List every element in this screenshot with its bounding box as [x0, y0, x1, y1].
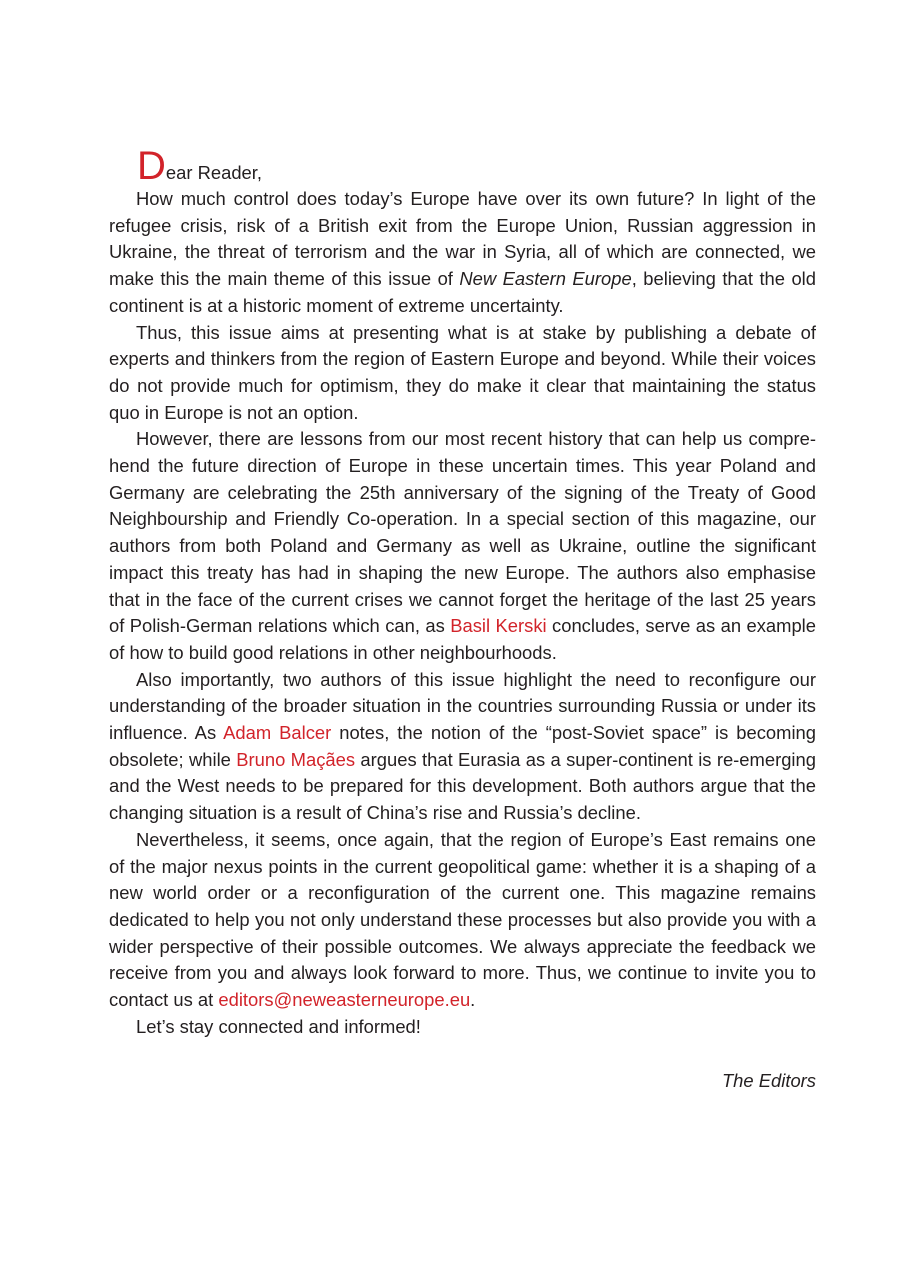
paragraph-3-text-end: concludes, serve as an example of how to build good relations in other neighbourhoods.: [109, 615, 816, 663]
paragraph-1-text: How much control does today’s Europe have over its own future? In light of the refugee crisis, risk of a British exit from the Europe Union, Russian aggression in Ukraine, the threat of terrorism and the war in Syria, all of which are connected, we make this the main theme of this issue of: [109, 188, 816, 290]
paragraph-4: [109, 667, 816, 827]
signature: The Editors: [721, 1069, 816, 1091]
paragraph-5: [109, 827, 816, 1014]
paragraph-2: Thus, this issue aims at presenting what is at stake by publishing a debate of experts and thinkers from the region of Eastern Europe and beyond. While their voices do not provide much for optimism, they do make it clear that maintaining the status quo in Europe is not an option.: [109, 321, 816, 423]
editorial-letter: [109, 146, 816, 1094]
paragraph-3-text: However, there are lessons from our most recent history that can help us comprehend the future direction of Europe in these uncertain times. This year Poland and Germany are celebrating the 25th anniversary of the signing of the Treaty of Good Neighbourship and Friendly Co-operation. In a special section of this magazine, our authors from both Poland and Germany as well as Ukraine, outline the significant impact this treaty has had in shaping the new Europe. The authors also emphasise that in the face of the current crises we cannot forget the heritage of the last 25 years of Polish-German relations which can, as: [109, 428, 816, 637]
greeting-text: ear Reader,: [165, 162, 262, 183]
magazine-title: New Eastern Europe: [459, 268, 632, 290]
paragraph-4-text: Also importantly, two authors of this issue highlight the need to reconfigure our understanding of the broader situation in the countries surrounding Russia or under its influence. As: [109, 668, 816, 744]
paragraph-1-text-end: , believing that the old continent is at a historic moment of extreme uncertainty.: [109, 268, 816, 316]
drop-cap: D: [137, 144, 166, 188]
paragraph-4-text-middle: notes, the notion of the “post-Soviet space” is becoming obsolete; while: [109, 722, 816, 770]
paragraph-5-text-end: .: [470, 989, 476, 1011]
paragraph-3: [109, 426, 816, 666]
closing-line: Let’s stay connected and informed!: [136, 1015, 421, 1037]
paragraph-1: [109, 186, 816, 320]
paragraph-5-text: Nevertheless, it seems, once again, that the region of Europe’s East remains one of the major nexus points in the current geopolitical game: whether it is a shaping of a new world order or a reconfiguration of the current one. This magazine remains dedicated to help you not only understand these processes but also provide you with a wider perspective of their possible outcomes. We always appreciate the feedback we receive from you and always look forward to more. Thus, we continue to invite you to contact us at: [109, 828, 816, 1011]
salutation: [109, 146, 816, 186]
author-link-adam-balcer[interactable]: Adam Balcer: [223, 722, 332, 744]
paragraph-4-text-end: argues that Eurasia as a super-continent is re-emerging and the West needs to be prepared for this development. Both authors argue that the changing situation is a result of China’s rise and Russia’s decline.: [109, 748, 816, 824]
author-link-basil-kerski[interactable]: Basil Kerski: [450, 615, 547, 637]
email-link[interactable]: editors@neweasterneurope.eu: [218, 989, 471, 1011]
author-link-bruno-macaes[interactable]: Bruno Maçães: [236, 748, 356, 770]
